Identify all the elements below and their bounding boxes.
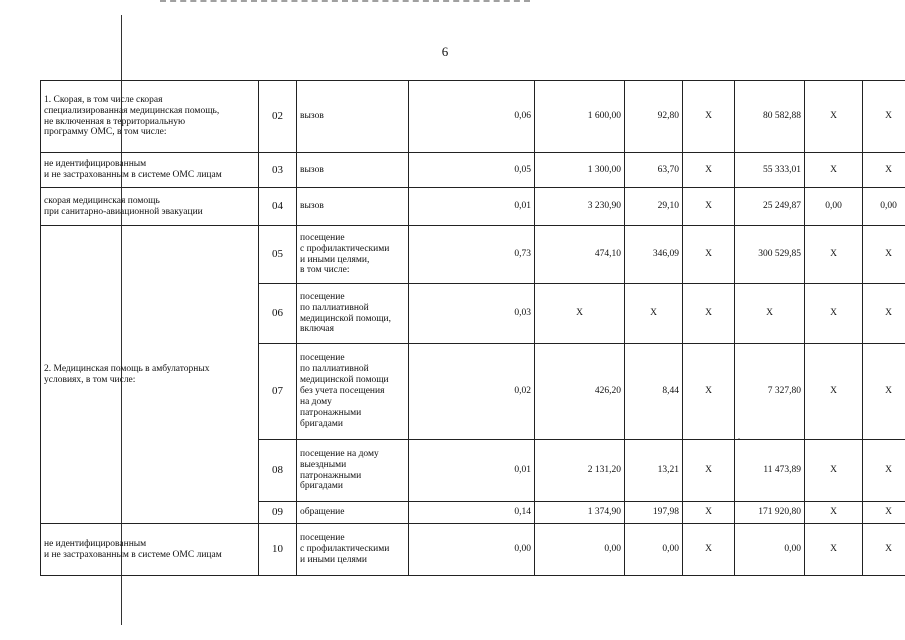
row-value-2: 0,00 bbox=[535, 524, 625, 576]
row-value-1: 0,02 bbox=[409, 344, 535, 440]
row-value-5: 300 529,85 bbox=[735, 226, 805, 284]
row-value-6: X bbox=[805, 440, 863, 502]
row-value-1: 0,00 bbox=[409, 524, 535, 576]
row-value-1: 0,14 bbox=[409, 502, 535, 524]
row-value-2: 1 374,90 bbox=[535, 502, 625, 524]
row-code: 04 bbox=[259, 188, 297, 226]
row-name: 2. Медицинская помощь в амбулаторных условиях, в том числе: bbox=[41, 226, 259, 524]
row-value-5: 0,00 bbox=[735, 524, 805, 576]
row-value-3: 92,80 bbox=[625, 81, 683, 153]
row-code: 10 bbox=[259, 524, 297, 576]
row-value-1: 0,03 bbox=[409, 284, 535, 344]
table-row bbox=[41, 153, 905, 188]
row-value-7: X bbox=[863, 153, 905, 188]
row-code: 07 bbox=[259, 344, 297, 440]
row-value-4: X bbox=[683, 502, 735, 524]
row-value-6: X bbox=[805, 81, 863, 153]
table-row bbox=[41, 226, 905, 284]
row-value-3: 0,00 bbox=[625, 524, 683, 576]
row-value-3: X bbox=[625, 284, 683, 344]
row-unit: вызов bbox=[297, 153, 409, 188]
row-name: 1. Скорая, в том числе скорая специализированная медицинская помощь, не включенная в территориальную программу ОМС, в том числе: bbox=[41, 81, 259, 153]
table-row bbox=[41, 524, 905, 576]
row-value-2: 474,10 bbox=[535, 226, 625, 284]
row-value-6: X bbox=[805, 344, 863, 440]
row-value-7: X bbox=[863, 284, 905, 344]
row-value-2: X bbox=[535, 284, 625, 344]
scan-top-line bbox=[160, 0, 530, 5]
row-value-2: 3 230,90 bbox=[535, 188, 625, 226]
row-value-4: X bbox=[683, 226, 735, 284]
row-value-6: X bbox=[805, 524, 863, 576]
row-value-1: 0,01 bbox=[409, 188, 535, 226]
row-code: 03 bbox=[259, 153, 297, 188]
row-value-2: 2 131,20 bbox=[535, 440, 625, 502]
row-value-2: 1 300,00 bbox=[535, 153, 625, 188]
row-name: не идентифицированным и не застрахованным в системе ОМС лицам bbox=[41, 153, 259, 188]
row-value-7: X bbox=[863, 81, 905, 153]
row-value-3: 346,09 bbox=[625, 226, 683, 284]
row-value-5: 80 582,88 bbox=[735, 81, 805, 153]
row-unit: вызов bbox=[297, 81, 409, 153]
row-value-1: 0,73 bbox=[409, 226, 535, 284]
row-value-6: X bbox=[805, 284, 863, 344]
row-value-5: 11 473,89 bbox=[735, 440, 805, 502]
row-value-4: X bbox=[683, 440, 735, 502]
table-row bbox=[41, 81, 905, 153]
row-value-5: X bbox=[735, 284, 805, 344]
row-value-1: 0,06 bbox=[409, 81, 535, 153]
row-value-1: 0,05 bbox=[409, 153, 535, 188]
row-unit: обращение bbox=[297, 502, 409, 524]
row-value-2: 1 600,00 bbox=[535, 81, 625, 153]
row-unit: посещение с профилактическими и иными целями, в том числе: bbox=[297, 226, 409, 284]
row-value-5: 7 327,80 bbox=[735, 344, 805, 440]
medical-care-table bbox=[40, 80, 905, 576]
row-value-5: 25 249,87 bbox=[735, 188, 805, 226]
row-value-5: 171 920,80 bbox=[735, 502, 805, 524]
row-unit: посещение на дому выездными патронажными бригадами bbox=[297, 440, 409, 502]
row-value-7: X bbox=[863, 226, 905, 284]
page-number: 6 bbox=[441, 44, 449, 59]
row-code: 05 bbox=[259, 226, 297, 284]
row-value-6: X bbox=[805, 226, 863, 284]
row-value-4: X bbox=[683, 153, 735, 188]
row-value-6: X bbox=[805, 153, 863, 188]
row-value-3: 13,21 bbox=[625, 440, 683, 502]
row-value-5: 55 333,01 bbox=[735, 153, 805, 188]
row-value-4: X bbox=[683, 524, 735, 576]
row-value-3: 197,98 bbox=[625, 502, 683, 524]
row-unit: посещение с профилактическими и иными целями bbox=[297, 524, 409, 576]
row-value-3: 63,70 bbox=[625, 153, 683, 188]
row-unit: вызов bbox=[297, 188, 409, 226]
row-unit: посещение по паллиативной медицинской помощи без учета посещения на дому патронажными бригадами bbox=[297, 344, 409, 440]
row-value-3: 8,44 bbox=[625, 344, 683, 440]
row-value-7: X bbox=[863, 524, 905, 576]
row-code: 09 bbox=[259, 502, 297, 524]
row-value-4: X bbox=[683, 284, 735, 344]
row-value-7: X bbox=[863, 440, 905, 502]
row-value-6: X bbox=[805, 502, 863, 524]
row-value-7: X bbox=[863, 502, 905, 524]
row-value-2: 426,20 bbox=[535, 344, 625, 440]
row-value-4: X bbox=[683, 344, 735, 440]
row-value-3: 29,10 bbox=[625, 188, 683, 226]
scan-dot-mark: . bbox=[738, 432, 740, 441]
table-row bbox=[41, 188, 905, 226]
row-value-4: X bbox=[683, 81, 735, 153]
row-unit: посещение по паллиативной медицинской помощи, включая bbox=[297, 284, 409, 344]
row-value-6: 0,00 bbox=[805, 188, 863, 226]
row-name: не идентифицированным и не застрахованным в системе ОМС лицам bbox=[41, 524, 259, 576]
row-code: 06 bbox=[259, 284, 297, 344]
row-value-1: 0,01 bbox=[409, 440, 535, 502]
row-value-4: X bbox=[683, 188, 735, 226]
row-value-7: X bbox=[863, 344, 905, 440]
row-name: скорая медицинская помощь при санитарно-авиационной эвакуации bbox=[41, 188, 259, 226]
row-value-7: 0,00 bbox=[863, 188, 905, 226]
row-code: 02 bbox=[259, 81, 297, 153]
row-code: 08 bbox=[259, 440, 297, 502]
